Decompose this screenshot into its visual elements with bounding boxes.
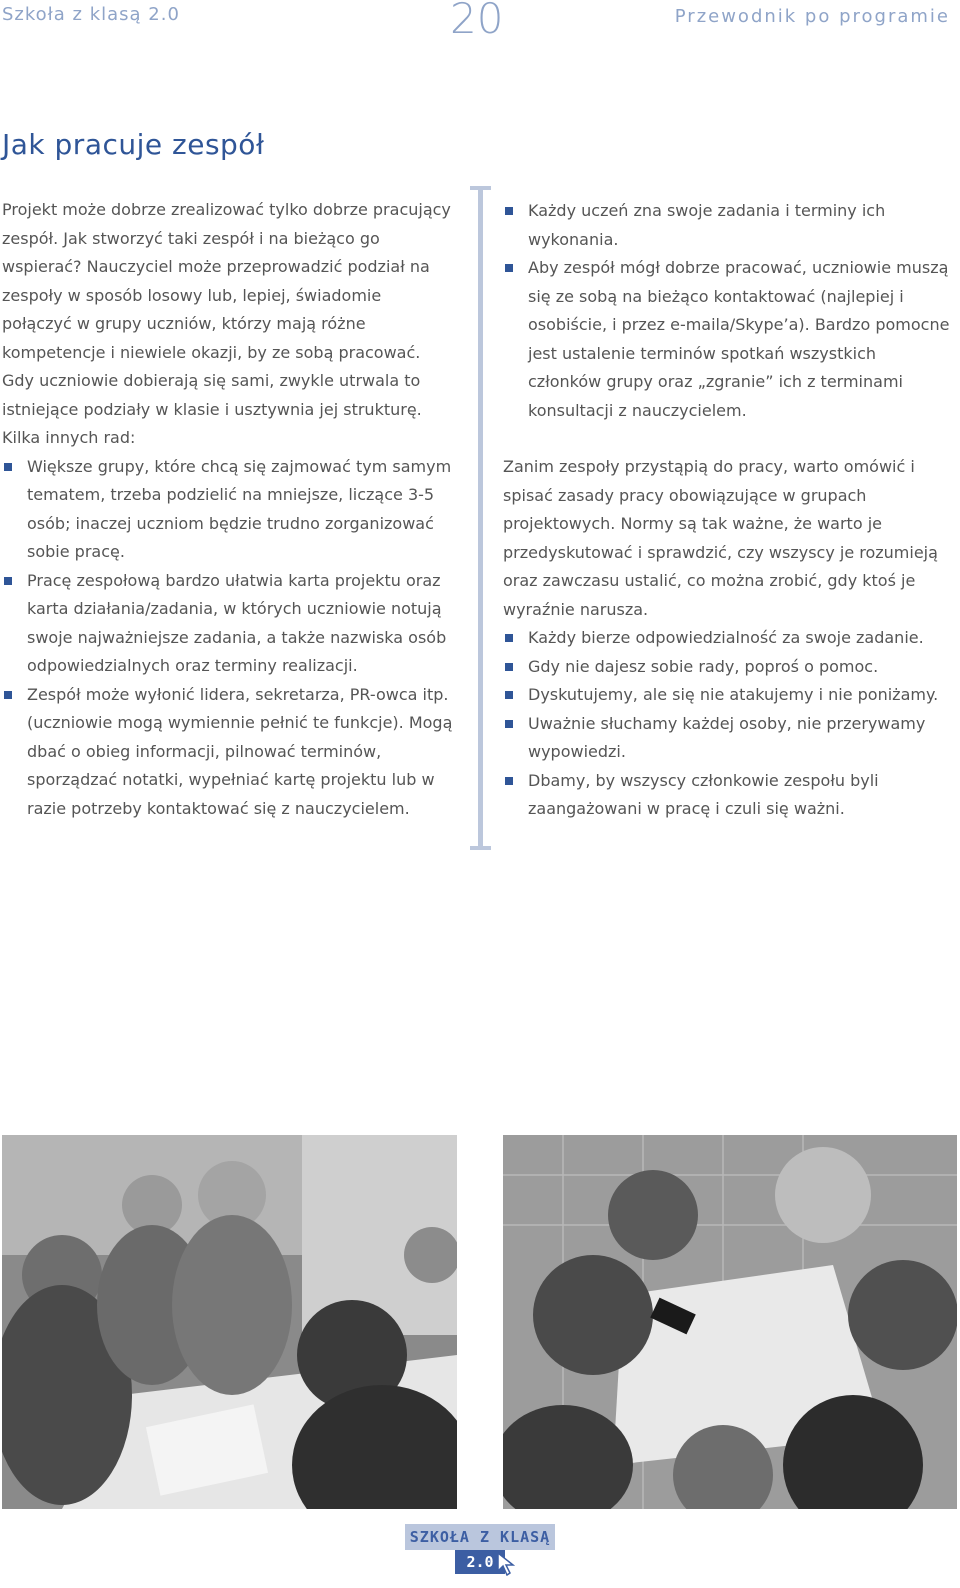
list-item-text: Dyskutujemy, ale się nie atakujemy i nie poniżamy. xyxy=(528,685,939,704)
right-column xyxy=(503,197,953,824)
column-divider xyxy=(478,186,484,850)
header-guide-title: Przewodnik po programie xyxy=(674,6,950,27)
list-item xyxy=(503,624,953,653)
list-item xyxy=(503,710,953,767)
square-bullet-icon xyxy=(505,777,513,785)
section-title: Jak pracuje zespół xyxy=(2,128,265,161)
rules-list xyxy=(503,624,953,824)
square-bullet-icon xyxy=(505,264,513,272)
cursor-arrow-icon xyxy=(497,1552,515,1576)
list-item xyxy=(503,197,953,254)
list-item xyxy=(2,453,454,567)
square-bullet-icon xyxy=(505,720,513,728)
intro-paragraph: Projekt może dobrze zrealizować tylko dobrze pracujący zespół. Jak stworzyć taki zespół i na bieżąco go wspierać? Nauczyciel może przeprowadzić podział na zespoły w sposób losowy lub, lepiej, świadomie połączyć w grupy uczniów, którzy mają różne kompetencje i niewiele okazji, by ze sobą pracować. Gdy uczniowie dobierają się sami, zwykle utrwala to istniejące podziały w klasie i usztywnia jej strukturę. xyxy=(2,200,451,419)
tips-list xyxy=(2,453,454,824)
list-item xyxy=(2,681,454,824)
list-item-text: Gdy nie dajesz sobie rady, poproś o pomoc. xyxy=(528,656,879,676)
square-bullet-icon xyxy=(505,663,513,671)
list-item-text: Każdy bierze odpowiedzialność za swoje zadanie. xyxy=(528,628,924,647)
square-bullet-icon xyxy=(505,691,513,699)
square-bullet-icon xyxy=(4,691,12,699)
list-item xyxy=(503,254,953,425)
list-item-text: Każdy uczeń zna swoje zadania i terminy ich wykonania. xyxy=(528,201,886,249)
list-item-text: Dbamy, by wszyscy członkowie zespołu byli zaangażowani w pracę i czuli się ważni. xyxy=(528,770,879,818)
photo-students-with-map xyxy=(503,1135,957,1509)
photo-students-at-table xyxy=(2,1135,457,1509)
page-number: 20 xyxy=(450,0,504,43)
list-item xyxy=(503,767,953,824)
square-bullet-icon xyxy=(4,463,12,471)
list-item-text: Uważnie słuchamy każdej osoby, nie przerywamy wypowiedzi. xyxy=(528,713,926,761)
logo-bottom-text: 2.0 xyxy=(455,1550,505,1574)
list-item-text: Większe grupy, które chcą się zajmować tym samym tematem, trzeba podzielić na mniejsze, liczące 3-5 osób; inaczej uczniom będzie trudno zorganizować sobie pracę. xyxy=(27,456,452,561)
list-item-text: Zespół może wyłonić lidera, sekretarza, PR-owca itp. (uczniowie mogą wymiennie pełnić te funkcje). Mogą dbać o obieg informacji, pilnować terminów, sporządzać notatki, wypełniać kartę projektu lub w razie potrzeby kontaktować się z nauczycielem. xyxy=(27,684,453,818)
header-program-name: Szkoła z klasą 2.0 xyxy=(2,4,180,25)
square-bullet-icon xyxy=(4,577,12,585)
left-column xyxy=(2,196,454,823)
rules-intro-paragraph: Zanim zespoły przystąpią do pracy, warto omówić i spisać zasady pracy obowiązujące w grupach projektowych. Normy są tak ważne, że warto je przedyskutować i sprawdzić, czy wszyscy je rozumieją oraz zawczasu ustalić, co można zrobić, gdy ktoś je wyraźnie narusza. xyxy=(503,457,938,619)
logo-top-text: SZKOŁA Z KLASĄ xyxy=(405,1524,555,1550)
tips-label: Kilka innych rad: xyxy=(2,428,136,447)
square-bullet-icon xyxy=(505,634,513,642)
list-item xyxy=(503,653,953,682)
square-bullet-icon xyxy=(505,207,513,215)
list-item-text: Aby zespół mógł dobrze pracować, uczniowie muszą się ze sobą na bieżąco kontaktować (najlepiej i osobiście, i przez e-maila/Skype’a). Bardzo pomocne jest ustalenie terminów spotkań wszystkich członków grupy oraz „zgranie” ich z terminami konsultacji z nauczycielem. xyxy=(528,258,950,420)
list-item xyxy=(2,567,454,681)
contact-list xyxy=(503,197,953,425)
program-logo xyxy=(405,1524,555,1576)
list-item-text: Pracę zespołową bardzo ułatwia karta projektu oraz karta działania/zadania, w których uczniowie notują swoje najważniejsze zadania, a także nazwiska osób odpowiedzialnych oraz terminy realizacji. xyxy=(27,570,447,675)
list-item xyxy=(503,681,953,710)
